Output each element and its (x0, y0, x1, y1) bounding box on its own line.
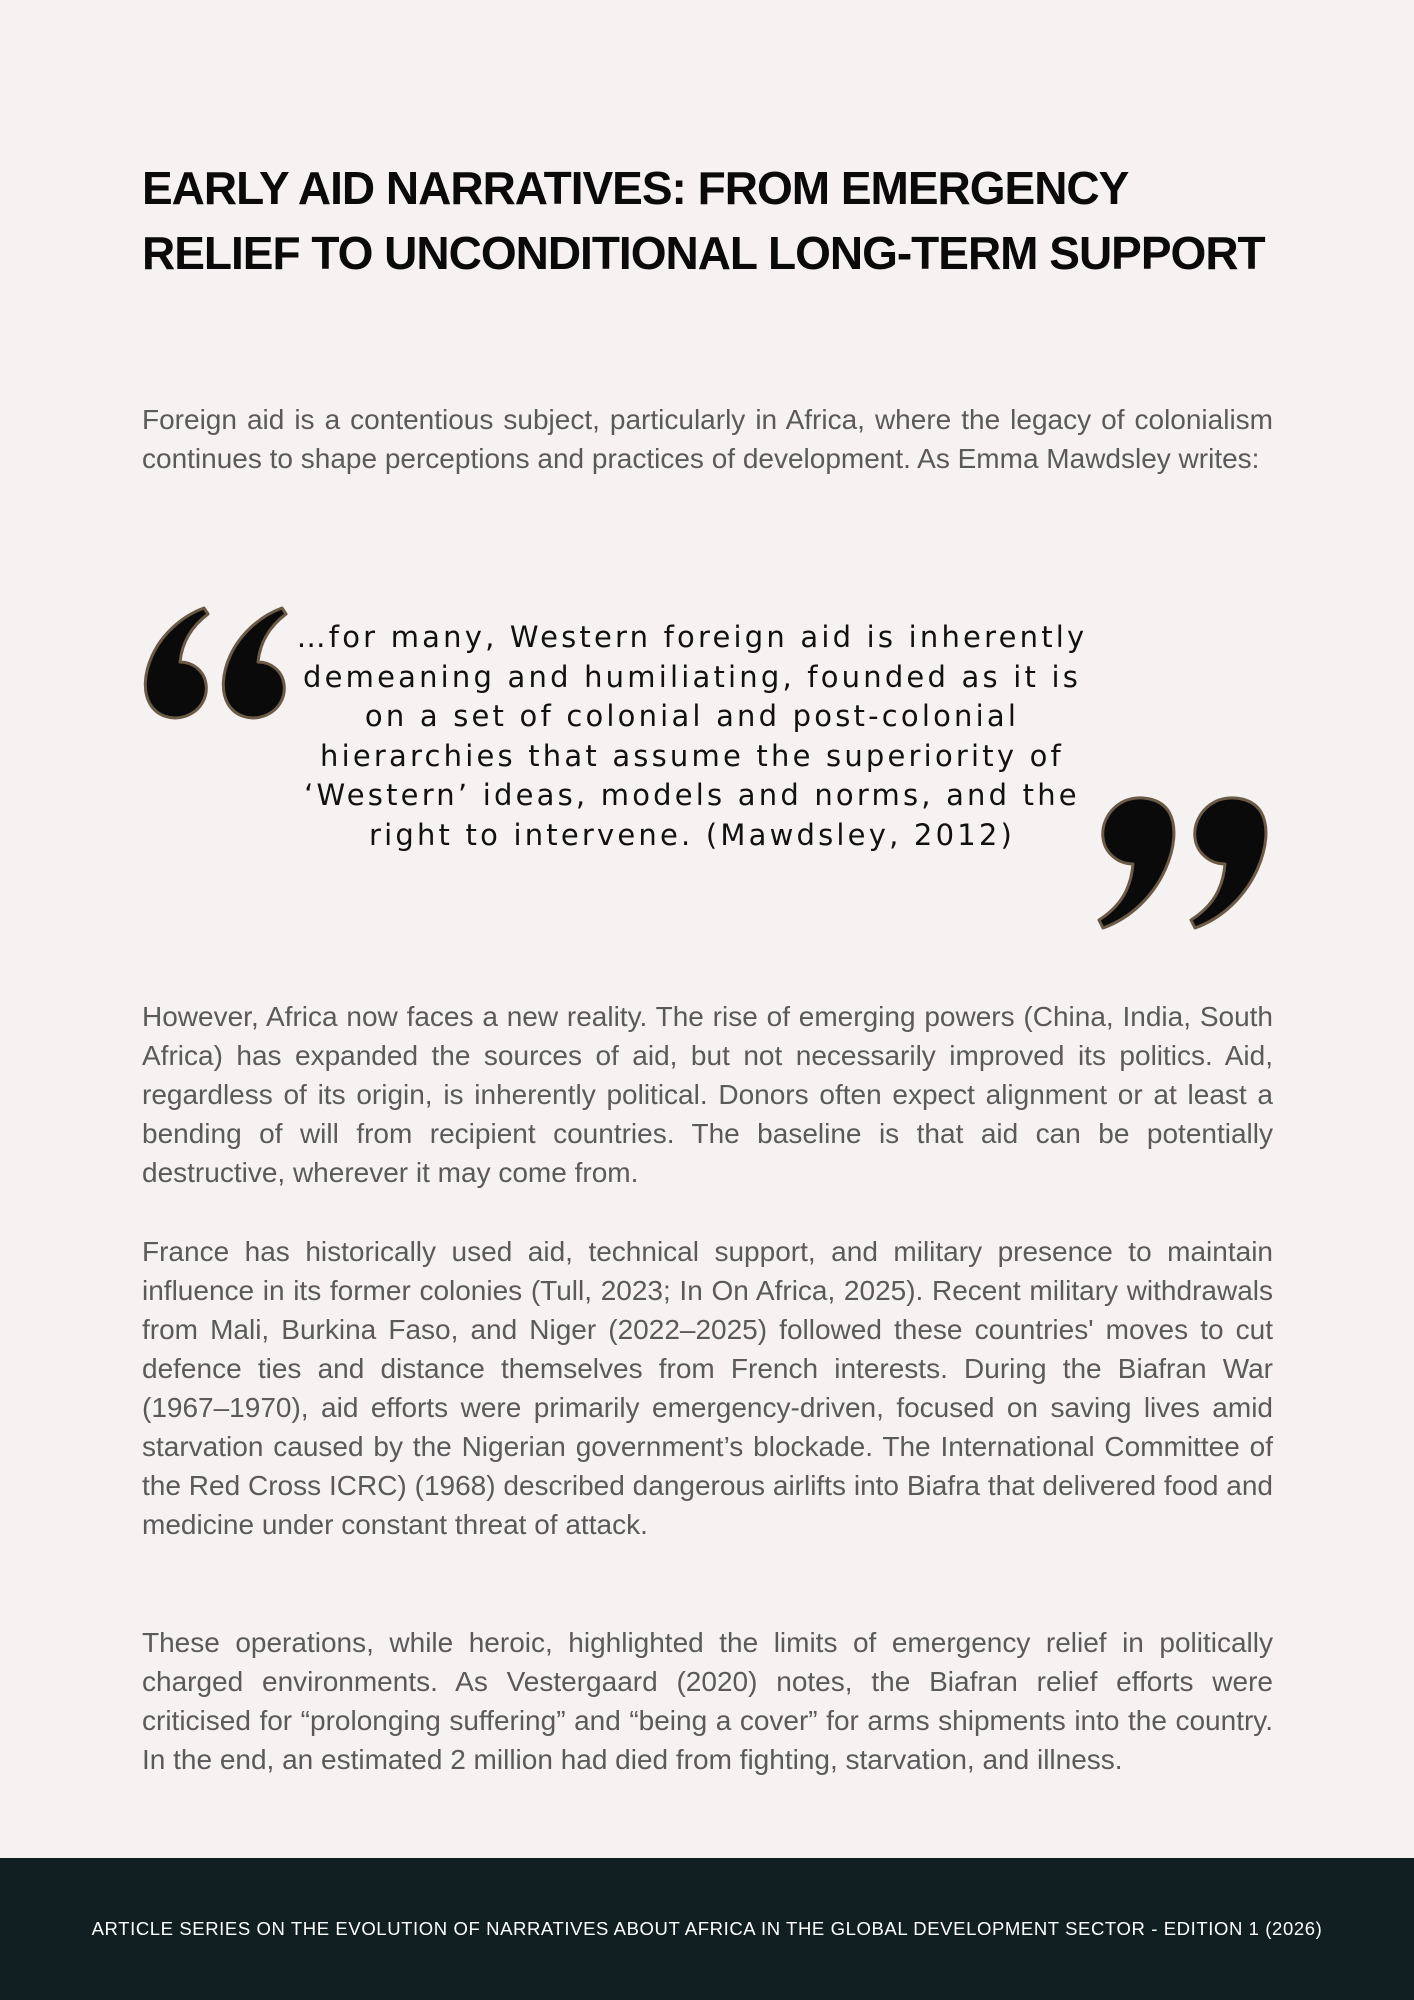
footer-text: ARTICLE SERIES ON THE EVOLUTION OF NARRATIVES ABOUT AFRICA IN THE GLOBAL DEVELOPMENT SECTOR - EDITION 1 (2026) (91, 1918, 1323, 1939)
pull-quote (142, 600, 1273, 940)
article-title: EARLY AID NARRATIVES: FROM EMERGENCY RELIEF TO UNCONDITIONAL LONG-TERM SUPPORT (142, 162, 1265, 279)
footer (0, 1858, 1414, 2000)
quote-text: …for many, Western foreign aid is inherently demeaning and humiliating, founded as it is on a set of colonial and post-colonial hierarchies that assume the superiority of ‘Western’ ideas, models and norms, and the right to intervene. (Mawdsley, 2012) (296, 620, 1088, 852)
quote-close-icon (1089, 796, 1273, 930)
body-paragraph-1: However, Africa now faces a new reality. The rise of emerging powers (China, India, South Africa) has expanded the sources of aid, but not necessarily improved its politics. Aid, regardless of its origin, is inherently political. Donors often expect alignment or at least a bending of will from recipient countries. The baseline is that aid can be potentially destructive, wherever it may come from. (142, 1001, 1273, 1188)
quote-open-icon (142, 606, 298, 722)
intro-paragraph: Foreign aid is a contentious subject, particularly in Africa, where the legacy of colonialism continues to shape perceptions and practices of development. As Emma Mawdsley writes: (142, 404, 1273, 474)
body-paragraph-2: France has historically used aid, technical support, and military presence to maintain influence in its former colonies (Tull, 2023; In On Africa, 2025). Recent military withdrawals from Mali, Burkina Faso, and Niger (2022–2025) followed these countries' moves to cut defence ties and distance themselves from French interests. During the Biafran War (1967–1970), aid efforts were primarily emergency-driven, focused on saving lives amid starvation caused by the Nigerian government’s blockade. The International Committee of the Red Cross ICRC) (1968) described dangerous airlifts into Biafra that delivered food and medicine under constant threat of attack. (142, 1236, 1273, 1540)
body-paragraph-3: These operations, while heroic, highlighted the limits of emergency relief in politically charged environments. As Vestergaard (2020) notes, the Biafran relief efforts were criticised for “prolonging suffering” and “being a cover” for arms shipments into the country. In the end, an estimated 2 million had died from fighting, starvation, and illness. (142, 1627, 1273, 1775)
